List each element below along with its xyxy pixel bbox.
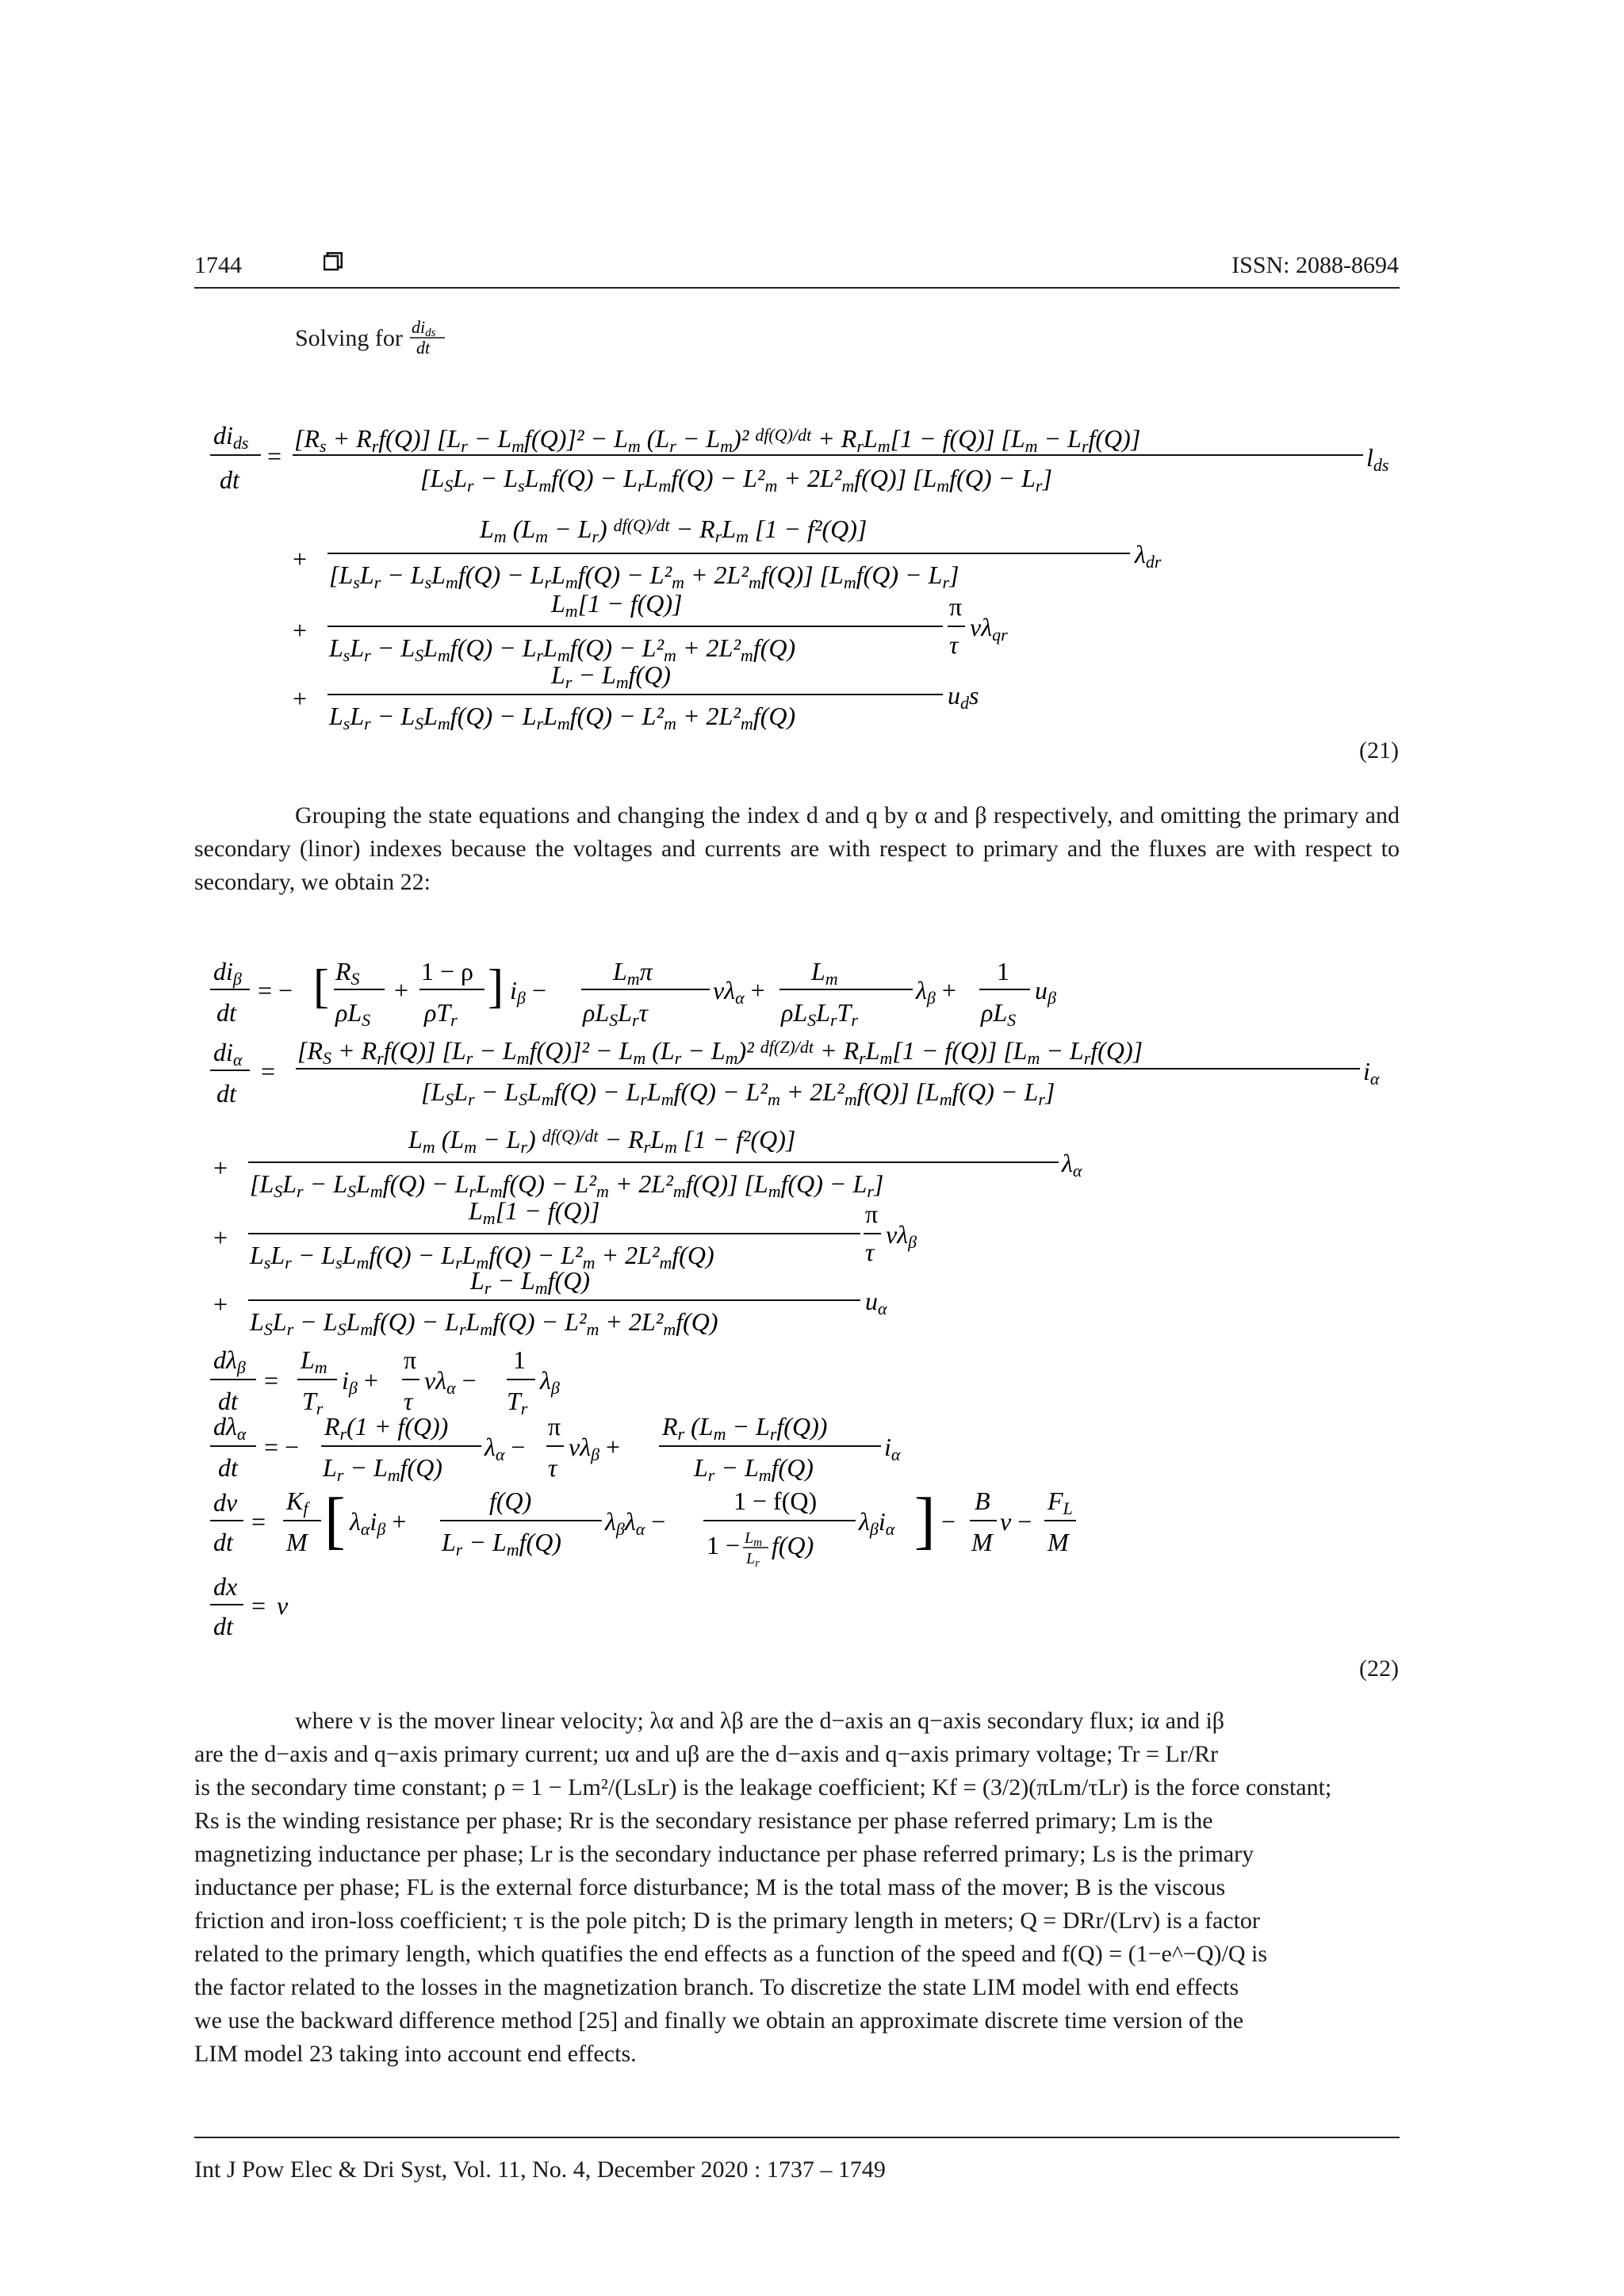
- svg-text:dt: dt: [218, 1387, 238, 1415]
- svg-text:Rr (Lm − Lrf(Q)): Rr (Lm − Lrf(Q)): [662, 1412, 828, 1444]
- svg-text:λα −: λα −: [485, 1433, 526, 1464]
- svg-text:dt: dt: [213, 1612, 233, 1640]
- footer-rule: [194, 2137, 1400, 2138]
- svg-text:= −: = −: [258, 976, 293, 1004]
- svg-text:[RS + Rrf(Q)] [Lr − Lmf(Q)]² −: [RS + Rrf(Q)] [Lr − Lmf(Q)]² − Lm (Lr − Lm)² $^{df(Z)/dt}$ + RrLm[1 − f(Q)] [Lm − Lrf(Q)]: [297, 1036, 1143, 1068]
- svg-text:iβ −: iβ −: [510, 976, 546, 1008]
- svg-text:dt: dt: [213, 1528, 233, 1556]
- svg-text:ρLSLrτ: ρLSLrτ: [583, 998, 648, 1030]
- svg-text:λα: λα: [1062, 1149, 1082, 1181]
- svg-text:v: v: [277, 1591, 289, 1620]
- svg-text:LSLr − LSLmf(Q) − LrLmf(Q) − L: LSLr − LSLmf(Q) − LrLmf(Q) − L²m + 2L²mf(Q): [250, 1307, 718, 1339]
- svg-text:+: +: [293, 684, 308, 713]
- solving-for-text: [295, 319, 448, 358]
- svg-text:dv: dv: [213, 1488, 238, 1517]
- svg-text:B: B: [975, 1487, 990, 1515]
- svg-text:1: 1: [997, 957, 1009, 985]
- issn: ISSN: 2088-8694: [1231, 252, 1399, 278]
- svg-text:Lm (Lm − Lr) df(Q)/dt − RrLm [: Lm (Lm − Lr) $^{df(Q)/dt}$ − RrLm [1 − f²(Q)]: [480, 515, 868, 546]
- checkbox-ornament-icon: [324, 252, 343, 271]
- svg-text:]: ]: [914, 1486, 936, 1556]
- svg-text:f(Q): f(Q): [772, 1531, 814, 1559]
- page-number: 1744: [194, 252, 242, 278]
- svg-text:Lr − Lmf(Q): Lr − Lmf(Q): [551, 660, 671, 692]
- svg-text:iβ +: iβ +: [342, 1366, 378, 1398]
- where-line-2: are the d−axis and q−axis primary current; uα and uβ are the d−axis and q−axis primary voltage; Tr = Lr/Rr: [194, 1741, 1219, 1767]
- equation-21-number: (21): [1359, 737, 1399, 763]
- svg-text:= −: = −: [264, 1433, 300, 1461]
- svg-text:dt: dt: [416, 338, 431, 358]
- svg-text:τ: τ: [949, 630, 959, 659]
- svg-text:[LSLr − LSLmf(Q) − LrLmf(Q) −: [LSLr − LSLmf(Q) − LrLmf(Q) − L²m + 2L²mf(Q)] [Lmf(Q) − Lr]: [421, 1077, 1055, 1109]
- svg-text:[: [: [324, 1486, 346, 1556]
- solving-for-label: Solving for: [295, 325, 403, 351]
- svg-text:lds: lds: [1366, 443, 1389, 475]
- svg-text:vλα −: vλα −: [424, 1366, 477, 1398]
- svg-text:1: 1: [513, 1345, 526, 1374]
- svg-text:vλβ: vλβ: [886, 1220, 917, 1252]
- where-line-4: Rs is the winding resistance per phase; Rr is the secondary resistance per phase referred primary; Lm is the: [194, 1808, 1213, 1834]
- svg-text:Lm: $L_m$: [745, 1529, 762, 1549]
- svg-text:Lmπ: Lmπ: [613, 957, 653, 989]
- where-line-3: is the secondary time constant; ρ = 1 − Lm²/(LsLr) is the leakage coefficient; Kf = (3/2)(πLm/τLr) is the force constant;: [194, 1774, 1332, 1800]
- where-line-6: inductance per phase; FL is the external force disturbance; M is the total mass of the mover; B is the viscous: [194, 1874, 1226, 1900]
- svg-text:λβλα −: λβλα −: [605, 1507, 666, 1539]
- svg-text:Tr: Tr: [302, 1387, 324, 1418]
- svg-text:iα: iα: [1363, 1057, 1380, 1089]
- svg-text:[: [: [313, 960, 329, 1012]
- svg-text:λβ: λβ: [540, 1366, 560, 1398]
- svg-text:dt: dt: [216, 1079, 236, 1108]
- svg-text:τ: τ: [548, 1453, 557, 1482]
- svg-text:λdr: λdr: [1135, 540, 1162, 572]
- svg-text:[LSLr − LsLmf(Q) − LrLmf(Q) −: [LSLr − LsLmf(Q) − LrLmf(Q) − L²m + 2L²mf(Q)] [Lmf(Q) − Lr]: [420, 464, 1052, 496]
- svg-text:λβ +: λβ +: [916, 976, 956, 1008]
- svg-text:FL: FL: [1048, 1487, 1073, 1518]
- equation-22: [194, 951, 1431, 1665]
- svg-text:Lm: Lm: [301, 1345, 327, 1377]
- svg-text:1 − f(Q): 1 − f(Q): [733, 1487, 818, 1515]
- svg-text:dx: dx: [213, 1572, 238, 1601]
- where-line-11: LIM model 23 taking into account end effects.: [194, 2041, 637, 2067]
- svg-text:Lm[1 − f(Q)]: Lm[1 − f(Q)]: [469, 1196, 600, 1228]
- svg-text:dt: dt: [220, 465, 239, 494]
- svg-text:M: M: [286, 1528, 308, 1556]
- svg-text:ρTr: ρTr: [424, 998, 458, 1030]
- svg-text:[LsLr − LsLmf(Q) − LrLmf(Q) −: [LsLr − LsLmf(Q) − LrLmf(Q) − L²m + 2L²mf(Q)] [Lmf(Q) − Lr]: [329, 561, 959, 592]
- svg-text:dids: dids: [412, 319, 436, 339]
- svg-text:dt: dt: [218, 1453, 238, 1482]
- svg-text:dt: dt: [216, 998, 236, 1027]
- svg-text:vλα +: vλα +: [713, 976, 765, 1008]
- svg-text:+: +: [293, 545, 308, 573]
- svg-text:=: =: [267, 442, 282, 470]
- svg-text:λαiβ +: λαiβ +: [350, 1507, 407, 1539]
- svg-text:M: M: [971, 1528, 993, 1556]
- dids-dt-fraction: [408, 319, 448, 358]
- svg-text:1 −: 1 −: [707, 1531, 741, 1559]
- svg-text:Lr − Lmf(Q): Lr − Lmf(Q): [694, 1453, 814, 1485]
- header-rule: [194, 287, 1400, 289]
- where-line-7: friction and iron-loss coefficient; τ is the pole pitch; D is the primary length in meters; Q = DRr/(Lrv) is a factor: [194, 1908, 1260, 1934]
- svg-text:π: π: [548, 1412, 561, 1441]
- svg-text:[Rs + Rrf(Q)] [Lr − Lmf(Q)]² −: [Rs + Rrf(Q)] [Lr − Lmf(Q)]² − Lm (Lr − Lm)² $^{df(Q)/dt}$ + RrLm[1 − f(Q)] [Lm − Lrf(Q)]: [294, 424, 1141, 456]
- svg-text:LsLr − LSLmf(Q) − LrLmf(Q) − L: LsLr − LSLmf(Q) − LrLmf(Q) − L²m + 2L²mf(Q): [329, 633, 796, 665]
- svg-text:+: +: [394, 976, 409, 1004]
- svg-text:Lr − Lmf(Q): Lr − Lmf(Q): [470, 1266, 590, 1298]
- svg-text:Lr − Lmf(Q): Lr − Lmf(Q): [442, 1528, 561, 1559]
- svg-text:+: +: [213, 1223, 228, 1252]
- svg-text:vλqr: vλqr: [970, 613, 1008, 645]
- svg-text:Kf: Kf: [286, 1487, 308, 1518]
- svg-text:=: =: [251, 1591, 266, 1620]
- where-line-9: the factor related to the losses in the magnetization branch. To discretize the state LIM model with end effects: [194, 1974, 1239, 2000]
- svg-text:+: +: [213, 1290, 228, 1318]
- svg-text:1 − ρ: 1 − ρ: [421, 957, 474, 985]
- svg-text:diβ: diβ: [213, 957, 242, 989]
- svg-text:=: =: [251, 1507, 266, 1536]
- svg-text:=: =: [264, 1366, 279, 1395]
- svg-text:τ: τ: [404, 1387, 413, 1415]
- svg-text:dλα: dλα: [213, 1412, 247, 1444]
- svg-text:Rr(1 + f(Q)): Rr(1 + f(Q)): [324, 1412, 449, 1444]
- equation-22-number: (22): [1359, 1655, 1399, 1682]
- svg-text:+: +: [213, 1154, 228, 1182]
- svg-text:+: +: [293, 616, 308, 645]
- svg-text:−: −: [941, 1507, 956, 1536]
- svg-text:]: ]: [488, 960, 504, 1012]
- grouping-paragraph: Grouping the state equations and changing the index d and q by α and β respectively, and omitting the primary and secondary (linor) indexes because the voltages and currents are with respect to primary and the fluxes are with respect to secondary, we obtain 22:: [194, 802, 1400, 895]
- svg-text:LsLr − LSLmf(Q) − LrLmf(Q) − L: LsLr − LSLmf(Q) − LrLmf(Q) − L²m + 2L²mf(Q): [329, 702, 796, 733]
- svg-text:f(Q): f(Q): [489, 1487, 532, 1515]
- svg-text:iα: iα: [884, 1433, 901, 1464]
- svg-text:τ: τ: [865, 1238, 875, 1266]
- svg-text:v −: v −: [1000, 1507, 1032, 1536]
- svg-text:π: π: [949, 592, 963, 621]
- svg-text:M: M: [1048, 1528, 1069, 1556]
- svg-text:LsLr − LsLmf(Q) − LrLmf(Q) − L: LsLr − LsLmf(Q) − LrLmf(Q) − L²m + 2L²mf(Q): [250, 1241, 714, 1272]
- svg-text:Lm: Lm: [811, 957, 838, 989]
- svg-text:π: π: [865, 1200, 879, 1228]
- svg-text:diα: diα: [213, 1038, 243, 1070]
- where-line-8: related to the primary length, which quatifies the end effects as a function of the speed and f(Q) = (1−e^−Q)/Q is: [194, 1941, 1268, 1967]
- svg-text:Tr: Tr: [507, 1387, 528, 1418]
- svg-text:uα: uα: [865, 1287, 887, 1318]
- svg-text:Lm[1 − f(Q)]: Lm[1 − f(Q)]: [551, 589, 683, 621]
- svg-text:RS: RS: [335, 957, 360, 989]
- svg-text:λβiα: λβiα: [859, 1507, 895, 1539]
- svg-text:ρLS: ρLS: [335, 998, 371, 1030]
- svg-text:ρLSLrTr: ρLSLrTr: [781, 998, 858, 1030]
- svg-text:dλβ: dλβ: [213, 1345, 246, 1377]
- svg-text:=: =: [261, 1057, 276, 1085]
- svg-text:vλβ +: vλβ +: [569, 1433, 621, 1464]
- where-line-10: we use the backward difference method [25] and finally we obtain an approximate discrete time version of the: [194, 2007, 1244, 2034]
- svg-text:[LSLr − LSLmf(Q) − LrLmf(Q) −: [LSLr − LSLmf(Q) − LrLmf(Q) − L²m + 2L²mf(Q)] [Lmf(Q) − Lr]: [250, 1169, 884, 1201]
- svg-text:uds: uds: [948, 681, 979, 713]
- where-line-1: where v is the mover linear velocity; λα and λβ are the d−axis an q−axis secondary flux; iα and iβ: [295, 1708, 1225, 1734]
- svg-text:Lm (Lm − Lr) df(Q)/dt − RrLm [: Lm (Lm − Lr) $^{df(Q)/dt}$ − RrLm [1 − f²(Q)]: [408, 1125, 796, 1157]
- svg-text:uβ: uβ: [1035, 976, 1056, 1008]
- where-paragraph: [194, 1705, 1400, 2071]
- svg-text:dids: dids: [213, 421, 249, 453]
- equation-21: [194, 420, 1431, 745]
- footer-citation: Int J Pow Elec & Dri Syst, Vol. 11, No. 4, December 2020 : 1737 – 1749: [194, 2156, 886, 2183]
- svg-text:Lr: $L_r$: [746, 1550, 760, 1570]
- where-line-5: magnetizing inductance per phase; Lr is the secondary inductance per phase referred primary; Ls is the primary: [194, 1841, 1254, 1867]
- svg-text:ρLS: ρLS: [981, 998, 1017, 1030]
- svg-text:Lr − Lmf(Q): Lr − Lmf(Q): [323, 1453, 442, 1485]
- svg-text:π: π: [404, 1345, 417, 1374]
